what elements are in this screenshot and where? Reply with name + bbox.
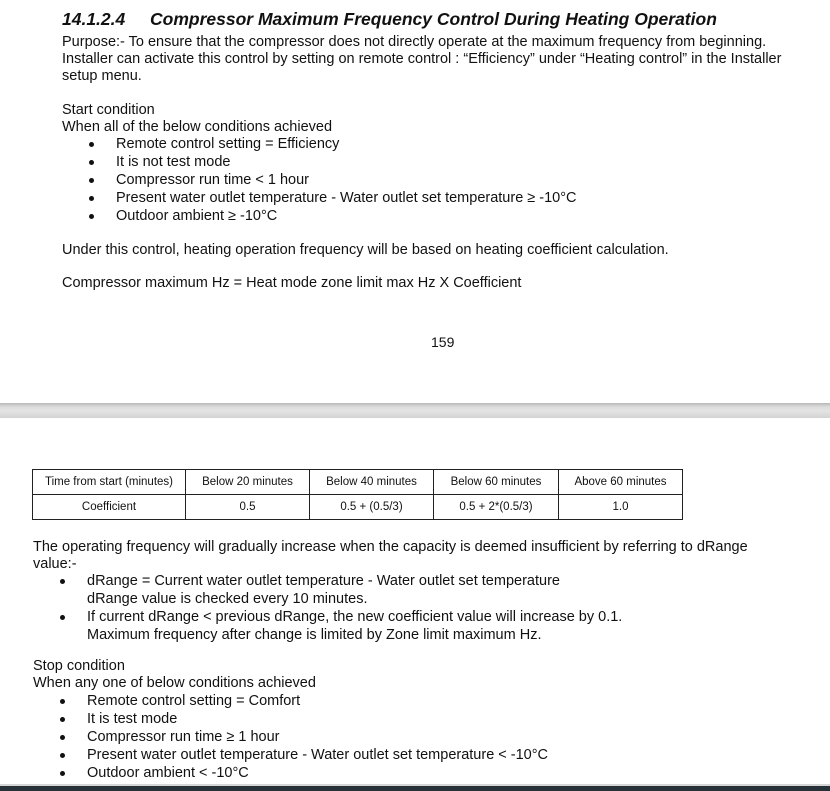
bullet-icon	[89, 214, 94, 219]
purpose-line-3: setup menu.	[62, 68, 142, 84]
bullet-icon	[89, 196, 94, 201]
list-item-text: It is not test mode	[116, 154, 231, 170]
coefficient-table	[32, 469, 683, 520]
table-cell: 0.5 + 2*(0.5/3)	[434, 495, 559, 520]
bullet-icon	[89, 160, 94, 165]
start-condition-heading: Start condition	[62, 102, 155, 118]
bullet-icon	[60, 615, 65, 620]
list-item-text: Present water outlet temperature - Water outlet set temperature ≥ -10°C	[116, 190, 577, 206]
bullet-icon	[89, 142, 94, 147]
viewer-bottom-bar	[0, 784, 830, 791]
stop-condition-heading: Stop condition	[33, 658, 125, 674]
table-cell: Below 60 minutes	[434, 470, 559, 495]
table-cell: 1.0	[559, 495, 683, 520]
table-cell: Above 60 minutes	[559, 470, 683, 495]
list-item-text: It is test mode	[87, 711, 178, 727]
start-condition-intro: When all of the below conditions achieved	[62, 119, 333, 135]
drange-intro-line-2: value:-	[33, 556, 77, 572]
section-number: 14.1.2.4	[62, 9, 126, 29]
table-row	[33, 495, 683, 520]
bullet-icon	[60, 753, 65, 758]
bullet-icon	[60, 771, 65, 776]
table-cell: 0.5	[186, 495, 310, 520]
list-item-text: Present water outlet temperature - Water outlet set temperature < -10°C	[87, 747, 549, 763]
bullet-icon	[89, 178, 94, 183]
table-cell: Below 20 minutes	[186, 470, 310, 495]
stop-condition-intro: When any one of below conditions achieved	[33, 675, 316, 691]
list-item-text: If current dRange < previous dRange, the new coefficient value will increase by 0.1.	[87, 609, 623, 625]
list-item-text: Outdoor ambient ≥ -10°C	[116, 208, 278, 224]
table-cell: Coefficient	[33, 495, 186, 520]
formula-text: Compressor maximum Hz = Heat mode zone limit max Hz X Coefficient	[62, 275, 522, 291]
bullet-icon	[60, 735, 65, 740]
section-title: Compressor Maximum Frequency Control During Heating Operation	[150, 9, 717, 29]
bullet-icon	[60, 699, 65, 704]
list-item-text: Outdoor ambient < -10°C	[87, 765, 249, 781]
purpose-line-1: Purpose:- To ensure that the compressor does not directly operate at the maximum frequency from beginning.	[62, 34, 767, 50]
list-item-text: Maximum frequency after change is limited by Zone limit maximum Hz.	[87, 627, 542, 643]
under-control-text: Under this control, heating operation frequency will be based on heating coefficient calculation.	[62, 242, 669, 258]
list-item-text: Remote control setting = Comfort	[87, 693, 301, 709]
purpose-line-2: Installer can activate this control by setting on remote control : “Efficiency” under “Heating control” in the Installer	[62, 51, 782, 67]
list-item-text: dRange value is checked every 10 minutes.	[87, 591, 368, 607]
list-item-text: dRange = Current water outlet temperature - Water outlet set temperature	[87, 573, 560, 589]
list-item-text: Compressor run time < 1 hour	[116, 172, 310, 188]
table-cell: Time from start (minutes)	[33, 470, 186, 495]
page-number: 159	[431, 334, 455, 350]
drange-intro-line-1: The operating frequency will gradually increase when the capacity is deemed insufficient by referring to dRange	[33, 539, 748, 555]
list-item-text: Remote control setting = Efficiency	[116, 136, 340, 152]
table-cell: 0.5 + (0.5/3)	[310, 495, 434, 520]
list-item-text: Compressor run time ≥ 1 hour	[87, 729, 280, 745]
page-separator	[0, 403, 830, 418]
bullet-icon	[60, 579, 65, 584]
table-header-row	[33, 470, 683, 495]
section-heading	[62, 9, 717, 30]
table-cell: Below 40 minutes	[310, 470, 434, 495]
bullet-icon	[60, 717, 65, 722]
